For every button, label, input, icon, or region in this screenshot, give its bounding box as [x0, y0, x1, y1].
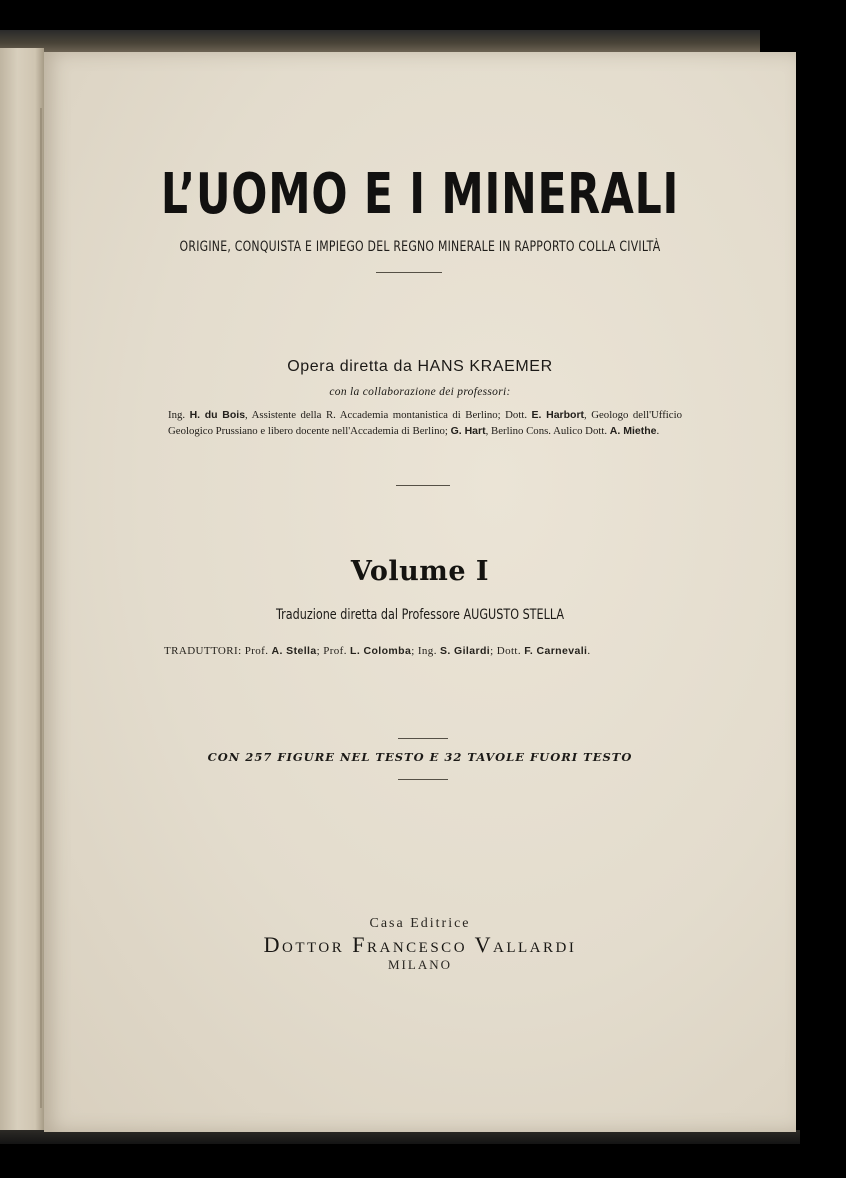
- translator-title: Prof.: [244, 645, 269, 657]
- figures-note: CON 257 FIGURE NEL TESTO E 32 TAVOLE FUORI TESTO: [207, 750, 633, 764]
- publisher-city: MILANO: [388, 957, 452, 972]
- translators-label: TRADUTTORI:: [164, 645, 242, 657]
- translator-name: L. Colomba: [350, 645, 412, 657]
- contributor-detail: , Berlino Cons. Aulico Dott.: [485, 425, 610, 437]
- translator-name: A. Stella: [271, 645, 317, 657]
- contributor-name: A. Miethe: [609, 425, 657, 437]
- contributor-prefix: Ing.: [168, 409, 190, 421]
- contributors-paragraph: [168, 407, 682, 439]
- translator-name: F. Carnevali: [524, 645, 588, 657]
- book-cover-bottom-edge: [0, 1130, 800, 1144]
- contributor-detail: .: [656, 425, 660, 437]
- divider: [376, 272, 442, 273]
- editor-line: [44, 358, 796, 376]
- publisher-label: Casa Editrice: [369, 916, 471, 931]
- translators-line: TRADUTTORI: Prof. A. Stella; Prof. L. Colomba; Ing. S. Gilardi; Dott. F. Carnevali.: [164, 645, 591, 657]
- book-title: L’UOMO E I MINERALI: [160, 162, 680, 227]
- collaboration-line: con la collaborazione dei professori:: [329, 386, 511, 398]
- contributor-name: E. Harbort: [531, 409, 585, 421]
- translation-line: Traduzione diretta dal Professore AUGUSTO STELLA: [275, 607, 564, 623]
- volume-heading: Volume I: [350, 556, 490, 587]
- translator-name: S. Gilardi: [440, 645, 491, 657]
- translator-title: Dott.: [496, 645, 522, 657]
- divider: [396, 485, 450, 486]
- title-page: [44, 52, 796, 1132]
- translator-title: Prof.: [323, 645, 347, 657]
- contributor-name: G. Hart: [450, 425, 486, 437]
- divider: [398, 738, 448, 739]
- book-cover-top-edge: [0, 30, 760, 52]
- editor-name: HANS KRAEMER: [417, 358, 553, 375]
- translator-title: Ing.: [417, 645, 437, 657]
- contributor-detail: , Geologo dell'Ufficio Geologico Prussiano e libero docente nell'Accademia di Berlino;: [168, 409, 682, 437]
- contributor-name: H. du Bois: [189, 409, 246, 421]
- contributor-detail: , Assistente della R. Accademia montanistica di Berlino; Dott.: [245, 409, 532, 421]
- book-subtitle: ORIGINE, CONQUISTA E IMPIEGO DEL REGNO MINERALE IN RAPPORTO COLLA CIVILTÀ: [179, 239, 661, 255]
- divider: [398, 779, 448, 780]
- book-spine-strip: [0, 48, 44, 1138]
- publisher-name: Dottor Francesco Vallardi: [263, 932, 577, 957]
- editor-prefix: Opera diretta da: [287, 358, 413, 375]
